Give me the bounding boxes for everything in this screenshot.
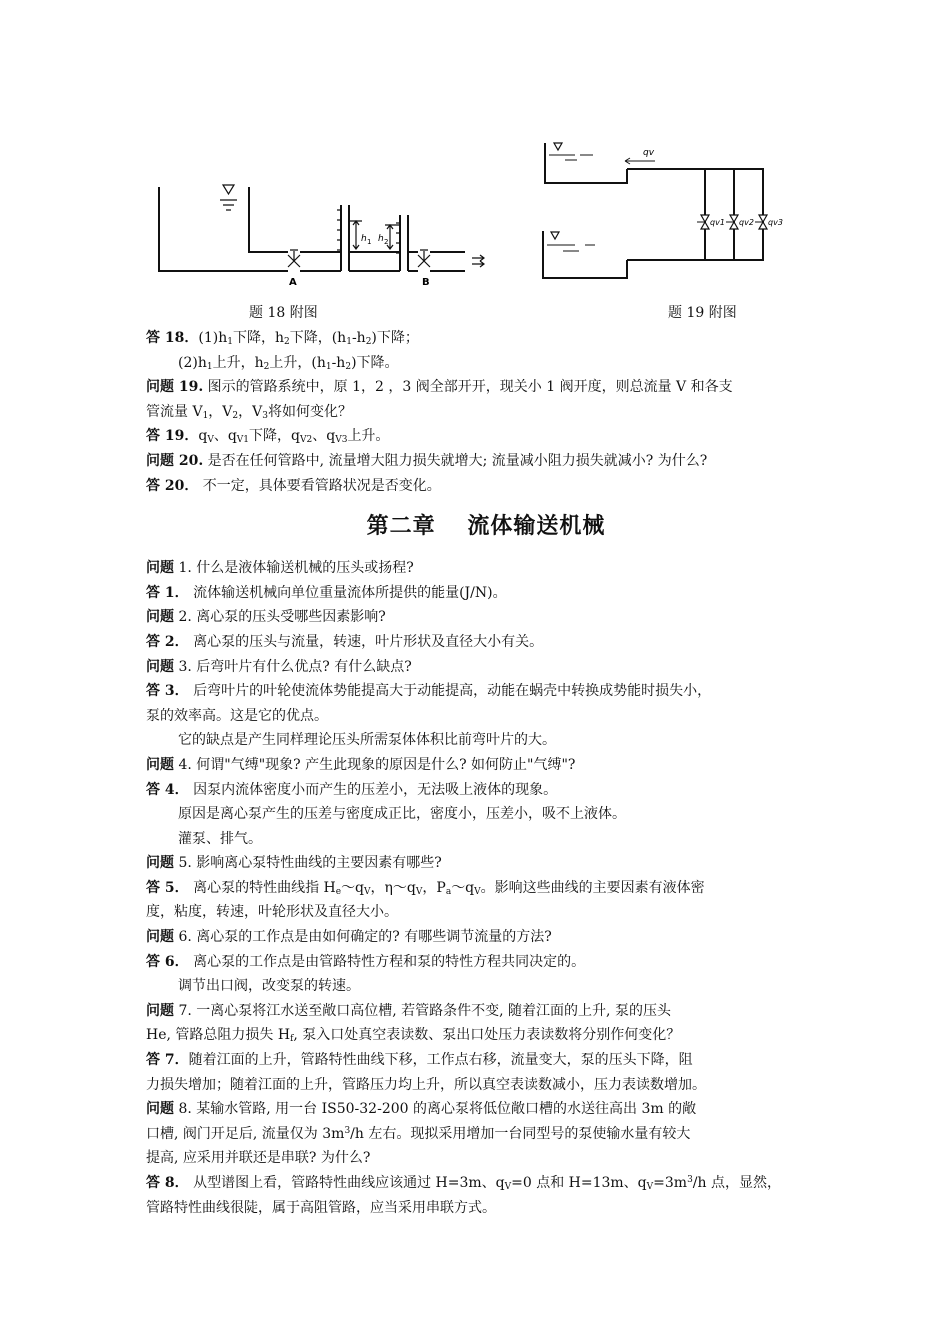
answer-4-line-1 xyxy=(146,778,826,803)
label-h2: h xyxy=(378,234,384,244)
text: 8. 某输水管路, 用一台 IS50-32-200 的离心泵将低位敞口槽的水送往高出 3m 的敞 xyxy=(174,1101,697,1118)
answer-5-line-1 xyxy=(146,876,826,901)
text: (2)h xyxy=(178,354,207,371)
question-8-line-3: 提高, 应采用并联还是串联? 为什么? xyxy=(146,1150,371,1167)
subscript: e xyxy=(335,886,342,897)
figure-19-diagram xyxy=(535,135,805,285)
text: ，P xyxy=(422,879,446,896)
answer-lead: 答 19． xyxy=(146,428,199,445)
answer-3-line-2: 泵的效率高。这是它的优点。 xyxy=(146,707,328,724)
subscript: V xyxy=(504,1182,512,1192)
text: 随着江面的上升，管路特性曲线下移，工作点右移，流量变大，泵的压头下降，阻 xyxy=(188,1052,693,1069)
question-4 xyxy=(146,753,826,778)
answer-lead: 答 1． xyxy=(146,584,189,601)
text: =3m xyxy=(653,1175,688,1191)
text: 上升。 xyxy=(347,428,390,445)
text: 4. 何谓"气缚"现象? 产生此现象的原因是什么? 如何防止"气缚"? xyxy=(174,756,576,773)
question-lead: 问题 xyxy=(146,929,174,946)
text: -h xyxy=(351,330,366,346)
figure-18-caption: 题 18 附图 xyxy=(249,305,318,321)
question-lead: 问题 xyxy=(146,658,174,675)
subscript: V xyxy=(646,1182,654,1192)
text: 、q xyxy=(312,428,336,445)
text: ，η～q xyxy=(370,879,416,896)
subscript: 3 xyxy=(262,410,269,421)
text: 。影响这些曲线的主要因素有液体密 xyxy=(480,879,705,896)
label-qv1: qv1 xyxy=(710,218,725,227)
text: 6. 离心泵的工作点是由如何确定的? 有哪些调节流量的方法? xyxy=(174,929,552,946)
subscript: 2 xyxy=(345,361,352,372)
question-8-line-2 xyxy=(146,1122,826,1147)
question-7-line-2 xyxy=(146,1023,826,1048)
label-h2-sub: 2 xyxy=(384,238,389,246)
text: He, 管路总阻力损失 H xyxy=(146,1027,291,1044)
label-qv2: qv2 xyxy=(739,218,754,227)
question-7-line-1 xyxy=(146,999,826,1024)
subscript: 2 xyxy=(365,337,372,347)
figure-18-diagram xyxy=(150,175,500,290)
answer-1 xyxy=(146,581,826,606)
chapter-title: 第二章 流体输送机械 xyxy=(366,514,606,540)
answer-lead: 答 8． xyxy=(146,1175,189,1191)
question-lead: 问题 xyxy=(146,756,174,773)
subscript: 1 xyxy=(206,361,213,372)
question-lead: 问题 xyxy=(146,1101,174,1118)
text: 离心泵的工作点是由管路特性方程和泵的特性方程共同决定的。 xyxy=(188,953,586,970)
text: 下降，(h xyxy=(289,330,347,346)
text: 上升，h xyxy=(212,354,264,371)
text: 下降，h xyxy=(232,330,284,346)
subscript: V2 xyxy=(300,435,313,446)
text: 管流量 V xyxy=(146,403,203,420)
text: /h 点，显然， xyxy=(692,1175,781,1191)
label-b: B xyxy=(422,277,430,288)
text: 1. 什么是液体输送机械的压头或扬程? xyxy=(174,560,414,577)
text: (1)h xyxy=(198,330,228,346)
answer-18-line-2 xyxy=(146,351,826,376)
question-19-line-1 xyxy=(146,375,826,400)
question-5 xyxy=(146,851,826,876)
question-lead: 问题 xyxy=(146,1002,174,1019)
text: 7. 一离心泵将江水送至敞口高位槽, 若管路条件不变, 随着江面的上升, 泵的压头 xyxy=(174,1002,671,1019)
answer-8-line-1 xyxy=(146,1171,826,1196)
question-lead: 问题 xyxy=(146,609,174,626)
answer-lead: 答 3． xyxy=(146,683,189,700)
subscript: f xyxy=(290,1034,294,1045)
text: ～q xyxy=(451,879,475,896)
text: 流体输送机械向单位重量流体所提供的能量(J/N)。 xyxy=(188,584,507,601)
subscript: 2 xyxy=(283,337,290,347)
answer-lead: 答 6． xyxy=(146,953,189,970)
answer-6-line-1 xyxy=(146,950,826,975)
subscript: 1 xyxy=(346,337,352,347)
answer-7-line-2: 力损失增加；随着江面的上升，管路压力均上升，所以真空表读数减小，压力表读数增加。 xyxy=(146,1076,706,1093)
subscript: 1 xyxy=(202,410,209,421)
subscript: V1 xyxy=(236,435,250,446)
answer-lead: 答 2． xyxy=(146,633,189,650)
question-lead: 问题 xyxy=(146,855,174,872)
answer-20 xyxy=(146,474,826,499)
text: )下降。 xyxy=(351,354,399,371)
question-lead: 问题 19. xyxy=(146,379,204,396)
subscript: a xyxy=(445,886,452,897)
document-body xyxy=(146,326,826,1220)
figure-19-caption: 题 19 附图 xyxy=(668,305,737,321)
answer-7-line-1 xyxy=(146,1048,826,1073)
text: 2. 离心泵的压头受哪些因素影响? xyxy=(174,609,386,626)
subscript: 1 xyxy=(227,337,233,347)
text: ，V xyxy=(238,403,263,420)
text: 离心泵的特性曲线指 H xyxy=(188,879,336,896)
answer-8-line-2: 管路特性曲线很陡，属于高阻管路，应当采用串联方式。 xyxy=(146,1199,496,1216)
answer-19 xyxy=(146,424,826,449)
subscript: V xyxy=(474,886,481,897)
text: ，V xyxy=(208,403,233,420)
text: , 泵入口处真空表读数、泵出口处压力表读数将分别作何变化？ xyxy=(293,1027,681,1044)
label-h1-sub: 1 xyxy=(367,238,372,246)
text: q xyxy=(198,428,208,445)
question-8-line-1 xyxy=(146,1097,826,1122)
text: 下降，q xyxy=(249,428,300,445)
label-qv: qv xyxy=(643,148,655,158)
subscript: V xyxy=(364,886,371,897)
text: 不一定，具体要看管路状况是否变化。 xyxy=(198,477,441,494)
question-1 xyxy=(146,556,826,581)
text: 从型谱图上看，管路特性曲线应该通过 H=3m、q xyxy=(188,1175,505,1191)
question-3 xyxy=(146,655,826,680)
answer-lead: 答 18． xyxy=(146,330,199,346)
superscript: 3 xyxy=(687,1175,693,1185)
answer-3-line-3: 它的缺点是产生同样理论压头所需泵体体积比前弯叶片的大。 xyxy=(178,732,556,749)
answer-3-line-1 xyxy=(146,679,826,704)
text: 上升，(h xyxy=(269,354,326,371)
text: 3. 后弯叶片有什么优点? 有什么缺点? xyxy=(174,658,412,675)
subscript: V xyxy=(207,435,214,446)
question-6 xyxy=(146,925,826,950)
answer-lead: 答 7． xyxy=(146,1052,189,1069)
answer-2 xyxy=(146,630,826,655)
text: )下降； xyxy=(371,330,419,346)
answer-5-line-2: 度，粘度，转速，叶轮形状及直径大小。 xyxy=(146,904,398,921)
text: 图示的管路系统中，原 1，2 ，3 阀全部开开，现关小 1 阀开度，则总流量 V 和各支 xyxy=(203,379,733,396)
label-h1: h xyxy=(361,234,367,244)
text: 后弯叶片的叶轮使流体势能提高大于动能提高，动能在蜗壳中转换成势能时损失小， xyxy=(188,683,712,700)
label-a: A xyxy=(289,277,297,288)
text: 因泵内流体密度小而产生的压差小，无法吸上液体的现象。 xyxy=(188,781,558,798)
question-2 xyxy=(146,605,826,630)
text: 口槽, 阀门开足后, 流量仅为 3m xyxy=(146,1125,345,1142)
subscript: 1 xyxy=(325,361,332,372)
subscript: 2 xyxy=(232,410,239,421)
question-19-line-2 xyxy=(146,400,826,425)
answer-4-line-3: 灌泵、排气。 xyxy=(178,830,262,847)
answer-18-line-1 xyxy=(146,326,826,351)
answer-lead: 答 4． xyxy=(146,781,189,798)
answer-lead: 答 5． xyxy=(146,879,189,896)
subscript: 2 xyxy=(263,361,270,372)
superscript: 3 xyxy=(344,1125,351,1136)
text: 将如何变化？ xyxy=(268,403,353,420)
answer-4-line-2: 原因是离心泵产生的压差与密度成正比，密度小，压差小，吸不上液体。 xyxy=(178,806,626,823)
text: 、q xyxy=(213,428,237,445)
text: /h 左右。现拟采用增加一台同型号的泵使输水量有较大 xyxy=(350,1125,691,1142)
subscript: V3 xyxy=(335,435,348,446)
text: -h xyxy=(331,354,346,371)
text: 是否在任何管路中, 流量增大阻力损失就增大; 流量减小阻力损失就减小? 为什么? xyxy=(203,452,708,469)
question-20 xyxy=(146,449,826,474)
question-lead: 问题 20. xyxy=(146,452,204,469)
answer-lead: 答 20． xyxy=(146,477,199,494)
question-lead: 问题 xyxy=(146,560,174,577)
text: =0 点和 H=13m、q xyxy=(511,1175,647,1191)
text: 5. 影响离心泵特性曲线的主要因素有哪些? xyxy=(174,855,442,872)
answer-6-line-2: 调节出口阀，改变泵的转速。 xyxy=(178,978,360,995)
text: 离心泵的压头与流量，转速，叶片形状及直径大小有关。 xyxy=(188,633,544,650)
label-qv3: qv3 xyxy=(768,218,783,227)
text: ～q xyxy=(341,879,365,896)
subscript: V xyxy=(415,886,423,897)
